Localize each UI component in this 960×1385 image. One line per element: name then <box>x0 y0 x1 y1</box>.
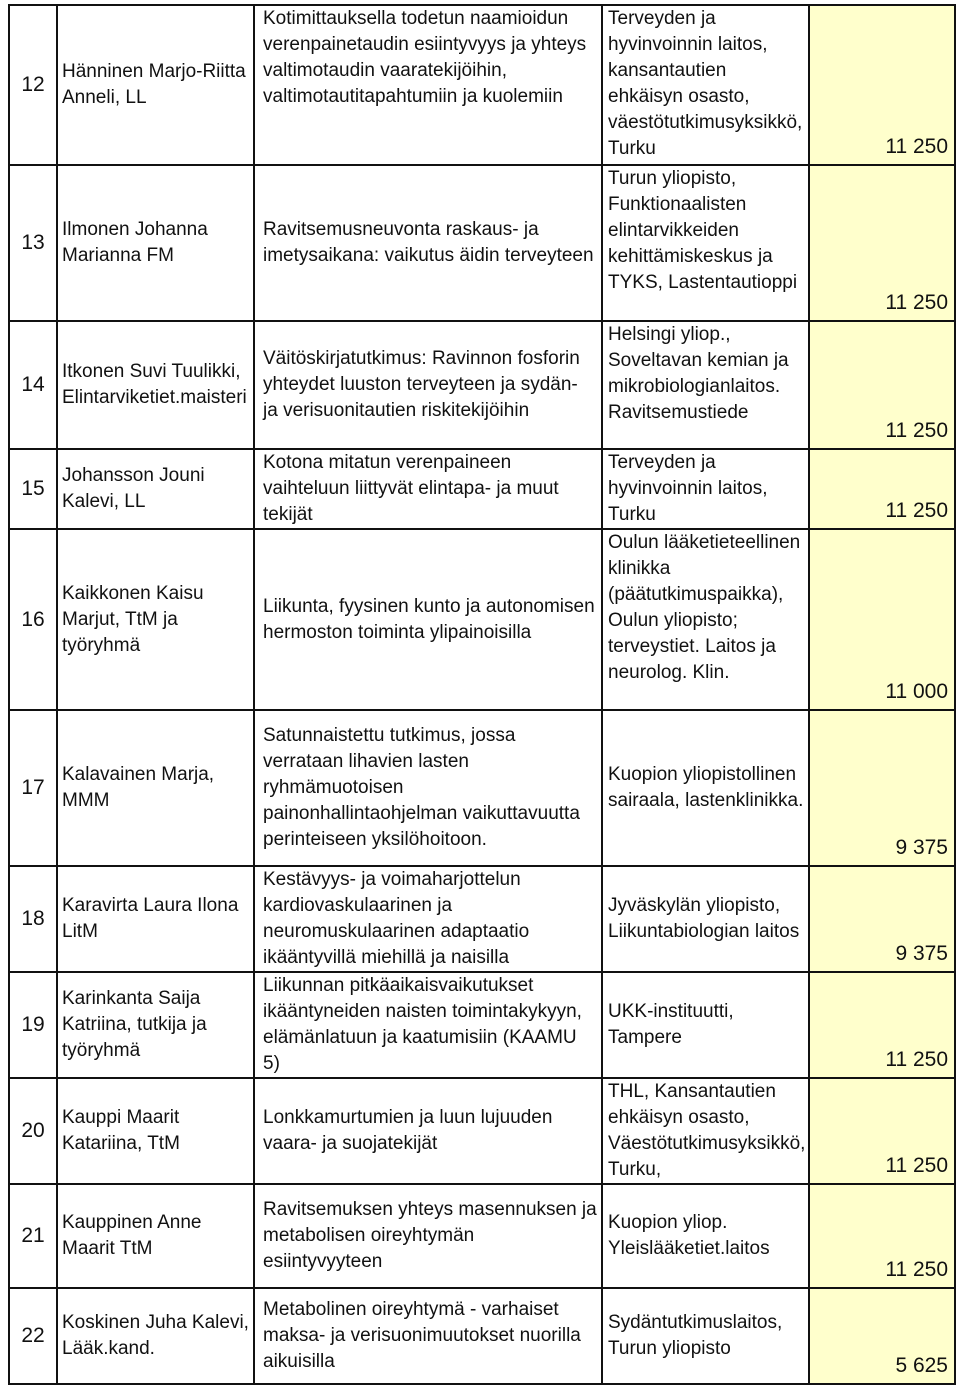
research-topic: Kotona mitatun verenpaineen vaihteluun liittyvät elintapa- ja muut tekijät <box>263 452 559 525</box>
grant-amount: 5 625 <box>895 1354 948 1377</box>
table-row <box>9 710 955 866</box>
grant-amount: 11 250 <box>885 499 948 522</box>
research-topic: Satunnaistettu tutkimus, jossa verrataan lihavien lasten ryhmämuotoisen painonhallintaohjelman vaikuttavuutta perinteiseen yksilöhoitoon. <box>263 725 580 850</box>
institution: UKK-instituutti, Tampere <box>608 1001 734 1048</box>
grant-amount: 11 000 <box>885 680 948 703</box>
research-topic: Ravitsemusneuvonta raskaus- ja imetysaikana: vaikutus äidin terveyteen <box>263 219 594 266</box>
grant-amount: 11 250 <box>885 1154 948 1177</box>
table-row <box>9 1078 955 1184</box>
table-row <box>9 972 955 1078</box>
row-number: 15 <box>9 449 57 529</box>
research-topic: Lonkkamurtumien ja luun lujuuden vaara- ja suojatekijät <box>263 1107 553 1154</box>
grant-amount: 9 375 <box>895 836 948 859</box>
table-row <box>9 5 955 165</box>
research-topic: Liikunnan pitkäaikaisvaikutukset ikääntyneiden naisten toimintakykyyn, elämänlatuun ja kaatumisiin (KAAMU 5) <box>263 975 582 1074</box>
institution: Kuopion yliop. Yleislääketiet.laitos <box>608 1212 770 1259</box>
institution: THL, Kansantautien ehkäisyn osasto, Väestötutkimusyksikkö, Turku, <box>608 1081 806 1180</box>
table-row <box>9 449 955 529</box>
row-number: 19 <box>9 972 57 1078</box>
institution: Kuopion yliopistollinen sairaala, lastenklinikka. <box>608 764 804 811</box>
row-number: 20 <box>9 1078 57 1184</box>
row-number: 12 <box>9 5 57 165</box>
grant-amount: 11 250 <box>885 1258 948 1281</box>
applicant-name: Kalavainen Marja, MMM <box>62 764 215 811</box>
row-number: 21 <box>9 1184 57 1288</box>
table-row <box>9 529 955 710</box>
row-number: 17 <box>9 710 57 866</box>
table-row <box>9 1288 955 1384</box>
institution: Terveyden ja hyvinvoinnin laitos, kansantautien ehkäisyn osasto, väestötutkimusyksikkö, Turku <box>608 8 803 159</box>
institution: Oulun lääketieteellinen klinikka (päätutkimuspaikka), Oulun yliopisto; terveystiet. Laitos ja neurolog. Klin. <box>608 532 801 683</box>
institution: Terveyden ja hyvinvoinnin laitos, Turku <box>608 452 768 525</box>
research-topic: Kestävyys- ja voimaharjottelun kardiovaskulaarinen ja neuromuskulaarinen adaptaatio ikääntyvillä miehillä ja naisilla <box>263 869 530 968</box>
grant-amount: 11 250 <box>885 419 948 442</box>
row-number: 18 <box>9 866 57 972</box>
research-topic: Metabolinen oireyhtymä - varhaiset maksa- ja verisuonimuutokset nuorilla aikuisilla <box>263 1299 581 1372</box>
applicant-name: Karavirta Laura Ilona LitM <box>62 895 239 942</box>
row-number: 16 <box>9 529 57 710</box>
table-row <box>9 866 955 972</box>
institution: Turun yliopisto, Funktionaalisten elintarvikkeiden kehittämiskeskus ja TYKS, Lastentautioppi <box>608 168 798 293</box>
applicant-name: Johansson Jouni Kalevi, LL <box>62 465 205 512</box>
institution: Sydäntutkimuslaitos, Turun yliopisto <box>608 1312 783 1359</box>
table-row <box>9 321 955 449</box>
institution: Jyväskylän yliopisto, Liikuntabiologian laitos <box>608 895 800 942</box>
row-number: 22 <box>9 1288 57 1384</box>
applicant-name: Koskinen Juha Kalevi, Lääk.kand. <box>62 1312 249 1359</box>
grant-amount: 11 250 <box>885 291 948 314</box>
research-topic: Ravitsemuksen yhteys masennuksen ja metabolisen oireyhtymän esiintyvyyteen <box>263 1199 597 1272</box>
applicant-name: Kaikkonen Kaisu Marjut, TtM ja työryhmä <box>62 582 204 656</box>
table-row <box>9 165 955 321</box>
table-row <box>9 1184 955 1288</box>
grant-amount: 11 250 <box>885 135 948 158</box>
research-topic: Liikunta, fyysinen kunto ja autonomisen hermoston toiminta ylipainoisilla <box>263 595 595 643</box>
applicant-name: Itkonen Suvi Tuulikki, Elintarviketiet.maisteri <box>62 361 247 408</box>
applicant-name: Ilmonen Johanna Marianna FM <box>62 219 208 266</box>
research-topic: Väitöskirjatutkimus: Ravinnon fosforin yhteydet luuston terveyteen ja sydän- ja verisuonitautien riskitekijöihin <box>263 348 580 421</box>
applicant-name: Hänninen Marjo-Riitta Anneli, LL <box>62 61 246 108</box>
institution: Helsingi yliop., Soveltavan kemian ja mikrobiologianlaitos. Ravitsemustiede <box>608 324 789 423</box>
row-number: 14 <box>9 321 57 449</box>
research-topic: Kotimittauksella todetun naamioidun verenpainetaudin esiintyvyys ja yhteys valtimotaudin vaaratekijöihin, valtimotautitapahtumiin ja kuolemiin <box>263 8 587 107</box>
applicant-name: Kauppi Maarit Katariina, TtM <box>62 1107 180 1154</box>
grant-amount: 9 375 <box>895 942 948 965</box>
grants-table <box>8 4 956 1385</box>
row-number: 13 <box>9 165 57 321</box>
applicant-name: Karinkanta Saija Katriina, tutkija ja työryhmä <box>62 988 207 1061</box>
grant-amount: 11 250 <box>885 1048 948 1071</box>
applicant-name: Kauppinen Anne Maarit TtM <box>62 1212 202 1259</box>
